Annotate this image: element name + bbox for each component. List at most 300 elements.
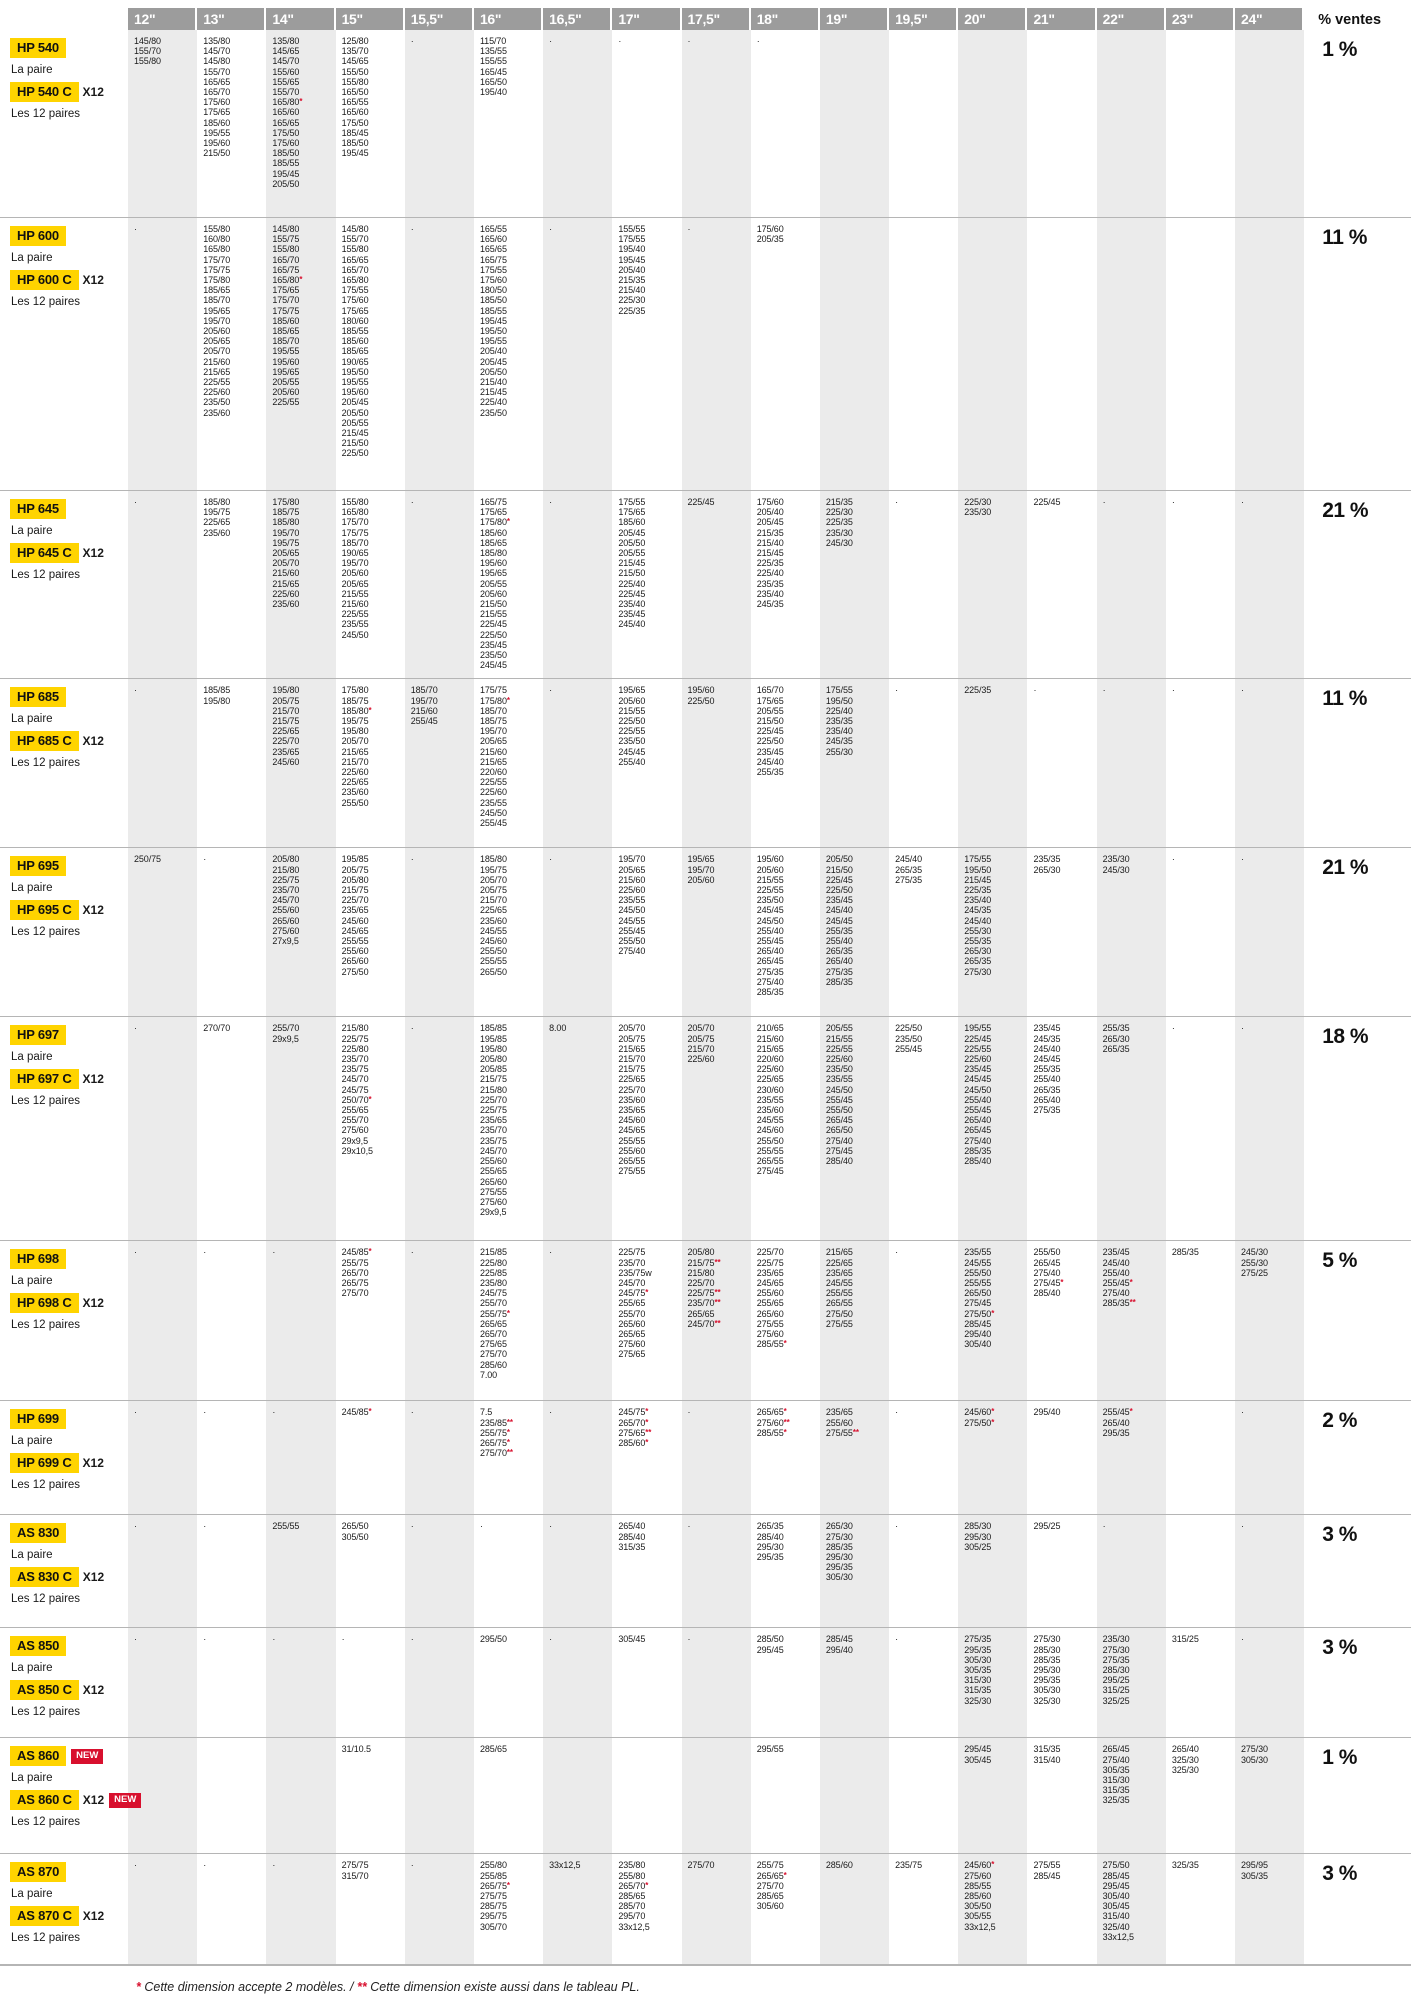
size-value: 205/45: [479, 356, 507, 367]
size-value: 195/60: [203, 138, 231, 149]
size-value: 195/55: [964, 1023, 992, 1034]
size-value: ·: [687, 224, 691, 234]
size-value: 185/70: [341, 537, 369, 548]
size-value: 155/70: [203, 66, 231, 77]
size-cell: [958, 1854, 1027, 1964]
size-cell: [612, 679, 681, 847]
size-value: 265/55: [618, 1156, 646, 1167]
size-value: 225/70: [341, 895, 369, 906]
size-value: ·: [203, 854, 207, 865]
column-header: 16": [474, 8, 541, 30]
size-cell: [751, 1515, 820, 1627]
size-value: 245/45: [756, 905, 784, 916]
size-value: 205/75: [479, 885, 507, 896]
size-value: 185/65: [341, 346, 369, 357]
size-value: 175/60: [756, 497, 784, 507]
size-cell: [1235, 1241, 1304, 1400]
size-value: 195/70: [272, 527, 300, 538]
pair-label: La paire: [11, 1888, 53, 1901]
size-value: 215/70: [479, 895, 507, 906]
column-header: 16,5": [543, 8, 610, 30]
size-value: 165/65: [479, 244, 507, 255]
pair-label: La paire: [11, 525, 53, 537]
size-value: 195/75: [203, 507, 231, 518]
size-cell: [1235, 1738, 1304, 1853]
product-c-name-line: [10, 1906, 128, 1926]
size-value: 225/65: [756, 1074, 784, 1085]
size-cell: [820, 1738, 889, 1853]
size-cell: [889, 1401, 958, 1514]
size-value: 255/30: [1241, 1257, 1268, 1268]
size-value: 175/80: [272, 497, 300, 507]
size-value: 245/60*: [964, 1860, 995, 1871]
size-value: 185/70: [272, 336, 300, 347]
size-value: 215/70: [341, 756, 369, 767]
sales-column-header: % ventes: [1318, 12, 1382, 28]
size-value: 255/60: [272, 905, 300, 916]
size-value: 285/40: [825, 1156, 853, 1167]
x12-label: X12: [82, 546, 104, 560]
size-value: 265/35: [895, 864, 922, 875]
size-cell: [336, 1515, 405, 1627]
size-value: 175/75: [479, 685, 507, 696]
twelve-pairs-label: Les 12 paires: [11, 757, 81, 770]
product-name-line: [10, 1025, 128, 1045]
size-value: 285/40: [1033, 1288, 1061, 1299]
size-value: 195/70: [479, 726, 507, 737]
size-value: 175/65: [272, 285, 300, 296]
size-value: 205/60: [756, 864, 784, 875]
product-badge: AS 850: [10, 1636, 66, 1656]
size-value: 275/55: [756, 1318, 784, 1329]
size-cell: [336, 30, 405, 217]
size-value: ·: [687, 36, 691, 46]
size-value: 275/50: [825, 1308, 853, 1319]
product-row: [0, 1737, 1411, 1853]
size-value: 205/85: [479, 1064, 507, 1075]
pair-label: La paire: [11, 1662, 53, 1675]
size-value: 245/40: [618, 619, 646, 630]
size-value: 190/65: [341, 548, 369, 559]
product-c-name-line: [10, 1069, 128, 1089]
size-value: 255/30: [964, 925, 992, 936]
size-cell: [128, 30, 197, 217]
size-value: 245/70: [618, 1278, 646, 1289]
size-value: 220/60: [756, 1054, 784, 1065]
size-cell: [1166, 848, 1235, 1016]
size-value: 205/60: [272, 387, 300, 398]
size-value: 205/75: [341, 864, 369, 875]
size-value: 265/30: [964, 946, 992, 957]
size-cell: [336, 1017, 405, 1240]
size-value: ·: [687, 1521, 691, 1532]
size-value: 215/70: [618, 1054, 646, 1065]
size-value: 115/70: [479, 36, 507, 46]
size-value: 265/70*: [618, 1417, 649, 1428]
size-value: 275/75: [479, 1891, 507, 1902]
size-value: 245/55: [756, 1115, 784, 1126]
size-cell: [889, 1738, 958, 1853]
size-value: 175/60: [756, 224, 784, 234]
size-cell: [1097, 679, 1166, 847]
size-value: 195/40: [618, 244, 646, 255]
size-cell: [266, 1628, 335, 1737]
size-value: 235/60: [341, 787, 369, 798]
size-value: 185/85: [479, 1023, 507, 1034]
twelve-pairs-label: Les 12 paires: [11, 1095, 81, 1108]
size-value: 285/45: [1033, 1870, 1061, 1881]
size-value: 275/30: [964, 966, 992, 977]
pair-label: La paire: [11, 1051, 53, 1064]
size-cell: [474, 1628, 543, 1737]
size-value: 225/80: [341, 1043, 369, 1054]
size-value: 255/70: [479, 1298, 507, 1309]
size-value: 305/55: [964, 1911, 992, 1922]
size-cell: [543, 1241, 612, 1400]
size-cell: [474, 30, 543, 217]
size-value: 205/50: [618, 537, 646, 548]
size-value: 175/55: [341, 285, 369, 296]
size-value: 29x10,5: [341, 1145, 373, 1156]
product-name-line: [10, 687, 128, 707]
size-value: 225/35: [964, 885, 992, 896]
size-cell: [1027, 1628, 1096, 1737]
size-value: 195/45: [618, 254, 646, 265]
size-value: 265/50: [825, 1125, 853, 1136]
size-value: ·: [1241, 497, 1244, 507]
size-cell: [751, 1017, 820, 1240]
size-value: 245/60: [756, 1125, 784, 1136]
size-value: 315/35: [1102, 1785, 1130, 1796]
size-value: 225/70: [618, 1084, 646, 1095]
asterisk-mark: *: [783, 1339, 787, 1349]
size-value: 29x9,5: [479, 1207, 507, 1218]
size-cell: [543, 1854, 612, 1964]
size-cell: [128, 491, 197, 678]
size-value: 185/80*: [341, 705, 372, 716]
size-value: 315/25: [1102, 1685, 1130, 1696]
asterisk-mark: **: [1129, 1298, 1136, 1308]
size-value: 155/80: [341, 244, 369, 255]
size-value: 225/65: [479, 905, 507, 916]
size-value: 160/80: [203, 234, 231, 245]
size-value: 285/55*: [756, 1339, 787, 1350]
size-value: 205/60: [341, 568, 369, 579]
size-value: 245/60: [272, 756, 300, 767]
asterisk-mark: *: [1129, 1278, 1133, 1288]
size-value: 190/65: [341, 356, 369, 367]
size-value: 315/35: [1033, 1744, 1061, 1755]
size-value: 225/55: [618, 726, 646, 737]
asterisk-mark: **: [783, 1417, 790, 1427]
size-value: 165/80: [341, 507, 369, 518]
size-cell: [820, 1515, 889, 1627]
size-value: ·: [134, 224, 137, 234]
size-value: 205/70: [203, 346, 231, 357]
twelve-pairs-label: Les 12 paires: [11, 569, 81, 581]
size-value: 245/35: [1033, 1033, 1061, 1044]
size-value: 175/65: [203, 107, 231, 118]
size-value: 225/50: [895, 1023, 922, 1034]
size-value: 275/70: [756, 1880, 784, 1891]
size-value: 225/45: [618, 588, 646, 599]
size-value: ·: [203, 1521, 207, 1532]
x12-label: X12: [82, 1909, 105, 1924]
product-c-badge: AS 870 C: [10, 1906, 79, 1926]
size-value: 225/55: [341, 609, 369, 620]
size-value: 215/35: [825, 497, 853, 507]
product-c-badge: HP 697 C: [10, 1069, 79, 1089]
size-cell: [958, 848, 1027, 1016]
size-value: 205/75: [618, 1033, 646, 1044]
size-value: 315/35: [618, 1541, 646, 1552]
size-value: 195/60: [479, 558, 507, 569]
twelve-pairs-label: Les 12 paires: [11, 108, 81, 120]
product-name-line: [10, 1249, 128, 1269]
size-value: 225/50: [825, 885, 853, 896]
product-name-line: [10, 1746, 128, 1766]
size-value: 185/80: [479, 854, 507, 865]
size-value: 195/80: [272, 685, 300, 696]
size-value: 285/30: [1102, 1665, 1130, 1676]
size-cell: [543, 1515, 612, 1627]
size-value: 195/50: [825, 695, 853, 706]
size-value: 205/55: [272, 377, 300, 388]
size-value: 305/30: [825, 1572, 853, 1583]
size-value: 225/35: [825, 517, 853, 528]
size-cell: [197, 1854, 266, 1964]
size-value: 205/40: [479, 346, 507, 357]
sales-percent: 21 %: [1322, 499, 1369, 522]
sales-percent: 18 %: [1322, 1025, 1369, 1049]
size-value: ·: [410, 36, 414, 46]
size-cell: [543, 679, 612, 847]
asterisk-mark: *: [1129, 1407, 1133, 1417]
size-value: 195/75: [272, 537, 300, 548]
size-value: 185/65: [203, 285, 231, 296]
size-value: 215/60: [203, 356, 231, 367]
size-value: 215/50: [825, 864, 853, 875]
size-cell: [820, 1241, 889, 1400]
size-cell: [336, 1738, 405, 1853]
size-value: 155/55: [618, 224, 646, 234]
size-cell: [405, 1854, 474, 1964]
size-value: 235/55: [479, 797, 507, 808]
size-cell: [1027, 30, 1096, 217]
size-value: 255/50: [756, 1135, 784, 1146]
size-cell: [751, 491, 820, 678]
size-value: 285/60: [479, 1359, 507, 1370]
size-value: 295/35: [825, 1562, 853, 1573]
size-value: 325/35: [1102, 1795, 1130, 1806]
size-cell: [405, 30, 474, 217]
size-value: 255/55: [341, 936, 369, 947]
size-cell: [128, 1241, 197, 1400]
size-value: 235/50: [203, 397, 231, 408]
size-value: 295/25: [1033, 1521, 1061, 1532]
size-value: 255/70: [618, 1308, 646, 1319]
size-value: 245/75: [479, 1288, 507, 1299]
size-cell: [197, 1401, 266, 1514]
size-cell: [543, 491, 612, 678]
size-value: 145/65: [341, 56, 369, 67]
size-value: 205/50: [479, 366, 507, 377]
size-value: 215/50: [341, 438, 369, 449]
size-value: 295/75: [479, 1911, 507, 1922]
size-value: 145/70: [272, 56, 300, 67]
size-value: 295/35: [964, 1644, 992, 1655]
size-value: 215/60: [479, 746, 507, 757]
size-value: 215/35: [756, 527, 784, 538]
size-value: 285/75: [479, 1901, 507, 1912]
size-cell: [682, 1017, 751, 1240]
asterisk-mark: *: [506, 1438, 510, 1448]
twelve-pairs-label: Les 12 paires: [11, 296, 81, 308]
size-value: 205/75: [687, 1033, 715, 1044]
size-value: 215/55: [618, 705, 646, 716]
x12-label: X12: [82, 85, 104, 99]
product-badge: HP 695: [10, 856, 66, 876]
product-name-line: [10, 38, 128, 58]
size-value: 255/45: [895, 1043, 922, 1054]
size-value: 175/60: [272, 138, 300, 149]
asterisk-mark: *: [506, 517, 510, 527]
size-value: 215/45: [756, 548, 784, 559]
size-value: ·: [895, 1634, 898, 1645]
size-value: 205/45: [618, 527, 646, 538]
size-cell: [543, 848, 612, 1016]
size-cell: [682, 1401, 751, 1514]
asterisk-mark: *: [368, 1094, 372, 1104]
size-value: 255/50: [618, 936, 646, 947]
size-cell: [1166, 1241, 1235, 1400]
product-label-block: [0, 1017, 128, 1240]
size-value: 275/55: [479, 1186, 507, 1197]
size-value: 195/50: [341, 366, 369, 377]
size-value: 185/60: [203, 117, 231, 128]
product-row: [0, 678, 1411, 847]
column-header: 15,5": [405, 8, 472, 30]
size-cell: [612, 1515, 681, 1627]
x12-label: X12: [82, 734, 104, 749]
size-cell: [1027, 1241, 1096, 1400]
size-value: 255/75: [756, 1860, 784, 1871]
size-value: 175/65: [479, 507, 507, 518]
size-cell: [197, 1738, 266, 1853]
size-value: ·: [1241, 854, 1244, 865]
size-value: 235/30: [1102, 1634, 1130, 1645]
size-cell: [1027, 1401, 1096, 1514]
size-cell: [682, 1515, 751, 1627]
size-value: ·: [203, 1247, 207, 1258]
product-c-name-line: [10, 1293, 128, 1313]
size-value: 255/40: [964, 1094, 992, 1105]
size-value: 275/45: [756, 1166, 784, 1177]
size-value: 295/35: [1102, 1427, 1130, 1438]
size-value: 225/75: [618, 1247, 646, 1258]
size-value: 125/80: [341, 36, 369, 46]
size-value: 255/45: [618, 925, 646, 936]
size-value: 225/40: [618, 578, 646, 589]
size-cell: [820, 1401, 889, 1514]
size-value: 315/30: [964, 1675, 992, 1686]
sales-percent: 3 %: [1322, 1523, 1357, 1547]
size-value: 325/35: [1171, 1860, 1199, 1871]
size-value: 205/35: [756, 234, 784, 245]
size-value: 225/60: [964, 1054, 992, 1065]
size-value: 285/60*: [618, 1438, 649, 1449]
size-cell: [405, 1401, 474, 1514]
size-value: 325/40: [1102, 1921, 1130, 1932]
size-value: 33x12,5: [1102, 1931, 1134, 1942]
column-header: 14": [266, 8, 333, 30]
size-value: 275/70: [341, 1288, 369, 1299]
product-c-name-line: [10, 1567, 128, 1587]
size-value: 325/25: [1102, 1695, 1130, 1706]
size-value: 145/80: [272, 224, 300, 234]
size-value: 225/60: [825, 1054, 853, 1065]
size-cell: [128, 1401, 197, 1514]
size-value: 255/45: [964, 1105, 992, 1116]
twelve-pairs-label: Les 12 paires: [11, 1479, 81, 1492]
size-value: 305/25: [964, 1541, 992, 1552]
size-cell: [682, 848, 751, 1016]
size-value: 265/40: [756, 946, 784, 957]
size-cell: [1027, 491, 1096, 678]
size-cell: [266, 1854, 335, 1964]
product-c-name-line: [10, 1453, 128, 1473]
size-value: 255/65: [341, 1105, 369, 1116]
size-value: 265/65*: [756, 1407, 787, 1418]
asterisk-mark: *: [368, 705, 372, 715]
size-value: 315/30: [1102, 1775, 1130, 1786]
size-value: 275/35: [1033, 1105, 1061, 1116]
size-value: 315/35: [964, 1685, 992, 1696]
size-value: 165/65: [203, 76, 231, 87]
asterisk-mark: *: [645, 1417, 649, 1427]
size-value: 285/35: [1171, 1247, 1199, 1258]
size-value: 235/30: [964, 507, 992, 518]
size-value: 235/45: [618, 609, 646, 620]
size-value: ·: [687, 1634, 691, 1645]
size-value: ·: [1171, 854, 1175, 865]
size-value: 315/25: [1171, 1634, 1199, 1645]
size-value: 285/35: [825, 1541, 853, 1552]
size-value: 195/55: [479, 336, 507, 347]
size-value: 255/50: [825, 1105, 853, 1116]
size-value: 215/60: [756, 1033, 784, 1044]
size-value: ·: [1102, 685, 1106, 696]
size-value: 285/35: [964, 1145, 992, 1156]
size-value: 285/30: [1033, 1644, 1061, 1655]
new-badge: NEW: [71, 1749, 103, 1764]
size-cell: [1235, 218, 1304, 490]
column-header: 19": [820, 8, 887, 30]
asterisk-mark: **: [506, 1417, 513, 1427]
size-value: 255/35: [964, 936, 992, 947]
product-row: [0, 1627, 1411, 1737]
sales-percent: 11 %: [1322, 226, 1367, 249]
size-value: 205/40: [618, 264, 646, 275]
size-value: 255/55: [272, 1521, 300, 1532]
size-value: ·: [272, 1860, 276, 1871]
product-c-badge: HP 695 C: [10, 900, 79, 920]
size-value: 215/75: [618, 1064, 646, 1075]
size-value: 275/50: [1102, 1860, 1130, 1871]
size-cell: [1027, 1854, 1096, 1964]
size-value: 235/65: [825, 1407, 853, 1418]
size-value: 305/45: [1102, 1901, 1130, 1912]
